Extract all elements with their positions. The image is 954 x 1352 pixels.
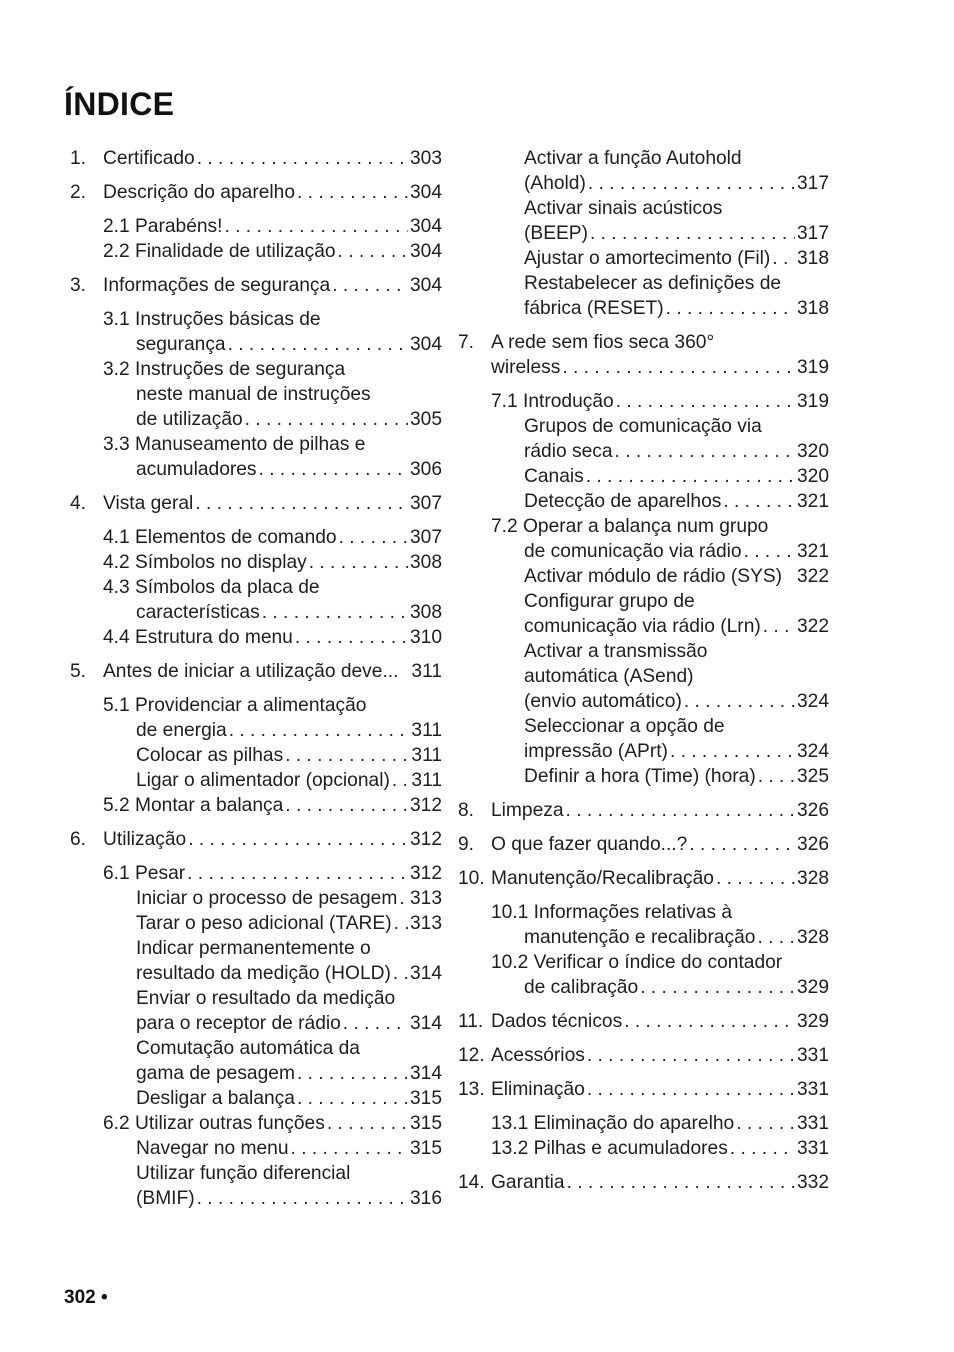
toc-entry[interactable] (458, 464, 829, 489)
toc-entry-title: Informações de segurança (103, 275, 331, 296)
toc-leader-dots (689, 832, 795, 857)
toc-entry-number: 4. (70, 493, 87, 514)
toc-entry-title: Enviar o resultado da medição (136, 988, 396, 1009)
toc-leader-dots (297, 1086, 408, 1111)
toc-entry-title: Definir a hora (Time) (hora) (524, 766, 756, 787)
toc-entry[interactable] (458, 1009, 829, 1034)
toc-entry-number: 8. (458, 800, 475, 821)
toc-entry-page: 324 (796, 741, 829, 762)
toc-entry-title: neste manual de instruções (136, 384, 371, 405)
toc-entry-number: 5. (70, 661, 87, 682)
toc-entry-title: de utilização (136, 409, 243, 430)
toc-entry-title: Dados técnicos (491, 1011, 623, 1032)
toc-entry[interactable] (70, 1111, 442, 1136)
toc-entry[interactable] (458, 221, 829, 246)
toc-entry-title: Ligar o alimentador (opcional) (136, 770, 390, 791)
toc-entry-title: gama de pesagem (136, 1063, 295, 1084)
toc-entry[interactable] (458, 689, 829, 714)
toc-entry[interactable] (458, 1170, 829, 1195)
toc-entry[interactable] (458, 171, 829, 196)
toc-entry[interactable] (458, 414, 829, 439)
toc-entry[interactable] (70, 407, 442, 432)
toc-leader-dots (195, 491, 408, 516)
toc-leader-dots (285, 793, 408, 818)
toc-entry-title: (Ahold) (524, 173, 586, 194)
toc-entry-page: 331 (796, 1138, 829, 1159)
toc-entry[interactable] (70, 239, 442, 264)
toc-leader-dots (245, 407, 408, 432)
toc-entry-title: acumuladores (136, 459, 257, 480)
toc-entry[interactable] (458, 832, 829, 857)
toc-entry-title: impressão (APrt) (524, 741, 668, 762)
toc-leader-dots (187, 861, 408, 886)
toc-entry-page: 320 (796, 466, 829, 487)
toc-entry-page: 304 (409, 334, 442, 355)
toc-entry-page: 322 (796, 616, 829, 637)
toc-entry-number: 2. (70, 182, 87, 203)
toc-leader-dots (670, 739, 795, 764)
toc-entry-title: wireless (491, 357, 561, 378)
toc-entry[interactable] (70, 961, 442, 986)
toc-entry-page: 312 (409, 829, 442, 850)
toc-entry-title: Canais (524, 466, 584, 487)
toc-leader-dots (640, 975, 795, 1000)
toc-entry-title: de energia (136, 720, 227, 741)
toc-entry-number: 3. (70, 275, 87, 296)
toc-entry-title: segurança (136, 334, 226, 355)
toc-entry-page: 311 (411, 745, 442, 766)
toc-entry[interactable] (458, 764, 829, 789)
page-number: 302 • (64, 1287, 108, 1308)
toc-leader-dots (394, 911, 408, 936)
toc-entry-page: 326 (796, 800, 829, 821)
toc-entry-page: 314 (409, 1013, 442, 1034)
toc-entry-title: Antes de iniciar a utilização deve... (103, 661, 399, 682)
toc-entry-title: 10.2 Verificar o índice do contador (491, 952, 783, 973)
toc-entry-page: 312 (409, 795, 442, 816)
toc-entry-title: Tarar o peso adicional (TARE) (136, 913, 392, 934)
toc-entry-title: 4.2 Símbolos no display (103, 552, 307, 573)
toc-entry-title: fábrica (RESET) (524, 298, 664, 319)
toc-entry[interactable] (458, 614, 829, 639)
toc-entry[interactable] (70, 491, 442, 516)
page-title: ÍNDICE (64, 86, 175, 122)
toc-entry[interactable] (458, 564, 829, 589)
toc-entry-page: 331 (796, 1113, 829, 1134)
toc-entry-page: 304 (409, 275, 442, 296)
toc-entry-page: 316 (409, 1188, 442, 1209)
toc-entry[interactable] (70, 1086, 442, 1111)
toc-entry-title: rádio seca (524, 441, 613, 462)
toc-entry-page: 311 (411, 770, 442, 791)
toc-leader-dots (332, 273, 408, 298)
toc-entry-page: 318 (796, 248, 829, 269)
toc-entry-page: 314 (409, 963, 442, 984)
toc-leader-dots (224, 214, 408, 239)
toc-entry[interactable] (70, 1036, 442, 1061)
toc-entry-title: Activar módulo de rádio (SYS) (524, 566, 783, 587)
toc-entry[interactable] (458, 330, 829, 355)
toc-leader-dots (763, 614, 795, 639)
toc-leader-dots (587, 1077, 795, 1102)
toc-entry[interactable] (70, 659, 442, 684)
toc-entry-title: Colocar as pilhas (136, 745, 284, 766)
toc-leader-dots (339, 525, 408, 550)
toc-entry[interactable] (70, 432, 442, 457)
toc-entry-title: O que fazer quando...? (491, 834, 688, 855)
toc-entry-page: 315 (409, 1113, 442, 1134)
toc-entry[interactable] (70, 793, 442, 818)
toc-entry-title: (BEEP) (524, 223, 588, 244)
toc-entry-title: 10.1 Informações relativas à (491, 902, 733, 923)
toc-entry[interactable] (458, 296, 829, 321)
toc-entry-title: Vista geral (103, 493, 194, 514)
toc-entry-title: 3.2 Instruções de segurança (103, 359, 346, 380)
toc-entry[interactable] (458, 196, 829, 221)
toc-entry[interactable] (458, 489, 829, 514)
toc-leader-dots (757, 925, 795, 950)
toc-entry-title: de calibração (524, 977, 639, 998)
toc-entry-title: 3.3 Manuseamento de pilhas e (103, 434, 366, 455)
toc-entry-title: Grupos de comunicação via (524, 416, 762, 437)
toc-entry[interactable] (458, 925, 829, 950)
toc-entry-page: 329 (796, 1011, 829, 1032)
toc-leader-dots (744, 539, 795, 564)
toc-leader-dots (188, 827, 408, 852)
toc-entry-title: Eliminação (491, 1079, 585, 1100)
toc-entry[interactable] (70, 936, 442, 961)
toc-leader-dots (758, 764, 795, 789)
toc-entry-page: 321 (796, 541, 829, 562)
toc-entry-number: 13. (458, 1079, 485, 1100)
toc-entry[interactable] (458, 246, 829, 271)
toc-leader-dots (588, 171, 795, 196)
toc-entry-page: 313 (409, 888, 442, 909)
toc-entry-page: 315 (409, 1088, 442, 1109)
toc-entry[interactable] (458, 146, 829, 171)
toc-entry-title: Limpeza (491, 800, 564, 821)
toc-entry[interactable] (70, 886, 442, 911)
toc-entry[interactable] (70, 273, 442, 298)
toc-entry-title: 2.1 Parabéns! (103, 216, 223, 237)
toc-entry-page: 311 (411, 661, 442, 682)
toc-entry[interactable] (458, 514, 829, 539)
toc-entry-title: Activar sinais acústicos (524, 198, 723, 219)
toc-leader-dots (566, 798, 795, 823)
toc-entry[interactable] (70, 180, 442, 205)
toc-entry-title: 4.3 Símbolos da placa de (103, 577, 320, 598)
toc-entry-title: Configurar grupo de (524, 591, 695, 612)
toc-entry[interactable] (458, 389, 829, 414)
toc-entry-title: Acessórios (491, 1045, 585, 1066)
toc-entry-title: 6.1 Pesar (103, 863, 186, 884)
toc-entry[interactable] (70, 743, 442, 768)
toc-leader-dots (716, 866, 795, 891)
toc-entry-title: (BMIF) (136, 1188, 195, 1209)
toc-entry[interactable] (458, 739, 829, 764)
toc-entry-page: 314 (409, 1063, 442, 1084)
toc-entry[interactable] (70, 861, 442, 886)
toc-entry[interactable] (70, 550, 442, 575)
toc-entry-page: 311 (411, 720, 442, 741)
toc-entry-title: 2.2 Finalidade de utilização (103, 241, 336, 262)
toc-entry-title: (envio automático) (524, 691, 682, 712)
toc-entry-title: 6.2 Utilizar outras funções (103, 1113, 325, 1134)
toc-entry-page: 320 (796, 441, 829, 462)
toc-entry-number: 6. (70, 829, 87, 850)
toc-entry[interactable] (70, 525, 442, 550)
toc-entry-page: 326 (796, 834, 829, 855)
toc-leader-dots (229, 718, 410, 743)
toc-entry[interactable] (70, 911, 442, 936)
toc-entry-title: 5.1 Providenciar a alimentação (103, 695, 367, 716)
toc-entry-page: 315 (409, 1138, 442, 1159)
toc-leader-dots (562, 355, 795, 380)
toc-entry-title: Manutenção/Recalibração (491, 868, 714, 889)
toc-entry-number: 14. (458, 1172, 485, 1193)
toc-entry-page: 317 (796, 173, 829, 194)
toc-entry[interactable] (458, 1043, 829, 1068)
toc-entry-title: para o receptor de rádio (136, 1013, 341, 1034)
toc-entry-title: resultado da medição (HOLD) (136, 963, 391, 984)
toc-entry[interactable] (458, 355, 829, 380)
toc-leader-dots (772, 246, 795, 271)
toc-entry-title: automática (ASend) (524, 666, 694, 687)
toc-leader-dots (624, 1009, 795, 1034)
toc-column-left (70, 146, 442, 1211)
toc-entry[interactable] (70, 214, 442, 239)
toc-entry[interactable] (458, 714, 829, 739)
toc-entry-page: 305 (409, 409, 442, 430)
toc-entry-page: 307 (409, 527, 442, 548)
toc-entry-title: Seleccionar a opção de (524, 716, 725, 737)
toc-entry[interactable] (458, 866, 829, 891)
toc-entry-title: Utilizar função diferencial (136, 1163, 351, 1184)
toc-entry-page: 308 (409, 602, 442, 623)
toc-leader-dots (259, 457, 408, 482)
toc-entry[interactable] (458, 1077, 829, 1102)
toc-entry[interactable] (458, 950, 829, 975)
toc-entry-page: 321 (796, 491, 829, 512)
toc-entry[interactable] (458, 664, 829, 689)
toc-leader-dots (297, 1061, 408, 1086)
toc-entry-title: Navegar no menu (136, 1138, 289, 1159)
toc-entry-title: de comunicação via rádio (524, 541, 742, 562)
toc-entry[interactable] (70, 1186, 442, 1211)
toc-entry-title: 3.1 Instruções básicas de (103, 309, 321, 330)
toc-entry-page: 313 (409, 913, 442, 934)
toc-entry[interactable] (70, 575, 442, 600)
toc-leader-dots (392, 768, 410, 793)
toc-entry[interactable] (70, 307, 442, 332)
toc-entry-page: 306 (409, 459, 442, 480)
toc-entry[interactable] (458, 439, 829, 464)
toc-entry-page: 307 (409, 493, 442, 514)
toc-leader-dots (586, 464, 795, 489)
toc-entry-page: 303 (409, 148, 442, 169)
toc-entry-title: 7.2 Operar a balança num grupo (491, 516, 769, 537)
toc-entry-title: Ajustar o amortecimento (Fil) (524, 248, 771, 269)
toc-entry-number: 10. (458, 868, 485, 889)
toc-column-right (458, 146, 829, 1195)
toc-entry-title: 5.2 Montar a balança (103, 795, 284, 816)
toc-leader-dots (399, 886, 408, 911)
toc-entry-title: Detecção de aparelhos (524, 491, 722, 512)
toc-entry[interactable] (458, 589, 829, 614)
toc-entry[interactable] (70, 357, 442, 382)
toc-entry[interactable] (70, 1011, 442, 1036)
toc-entry[interactable] (70, 986, 442, 1011)
toc-entry[interactable] (70, 768, 442, 793)
toc-entry-page: 317 (796, 223, 829, 244)
toc-entry-page: 304 (409, 182, 442, 203)
toc-entry[interactable] (70, 625, 442, 650)
toc-entry-page: 322 (796, 566, 829, 587)
toc-entry-page: 312 (409, 863, 442, 884)
toc-entry-number: 11. (458, 1011, 484, 1032)
toc-entry-title: Descrição do aparelho (103, 182, 295, 203)
toc-entry-page: 319 (796, 357, 829, 378)
toc-leader-dots (262, 600, 408, 625)
toc-entry[interactable] (458, 1111, 829, 1136)
toc-entry-title: características (136, 602, 260, 623)
toc-entry[interactable] (458, 639, 829, 664)
toc-entry-title: 7.1 Introdução (491, 391, 614, 412)
toc-entry-page: 324 (796, 691, 829, 712)
toc-entry-title: 4.1 Elementos de comando (103, 527, 337, 548)
toc-entry[interactable] (70, 600, 442, 625)
toc-leader-dots (730, 1136, 795, 1161)
toc-entry-title: Certificado (103, 148, 195, 169)
toc-entry[interactable] (458, 271, 829, 296)
toc-entry[interactable] (70, 1136, 442, 1161)
toc-leader-dots (197, 1186, 408, 1211)
toc-entry[interactable] (458, 798, 829, 823)
toc-leader-dots (616, 389, 795, 414)
toc-entry-number: 9. (458, 834, 475, 855)
toc-entry-page: 304 (409, 241, 442, 262)
toc-entry-title: A rede sem fios seca 360° (491, 332, 715, 353)
toc-entry-page: 325 (796, 766, 829, 787)
toc-entry-title: Iniciar o processo de pesagem (136, 888, 398, 909)
toc-entry-title: manutenção e recalibração (524, 927, 756, 948)
toc-entry-title: Indicar permanentemente o (136, 938, 371, 959)
toc-leader-dots (587, 1043, 795, 1068)
toc-leader-dots (297, 180, 408, 205)
toc-entry-title: Activar a transmissão (524, 641, 708, 662)
toc-leader-dots (736, 1111, 795, 1136)
toc-leader-dots (723, 489, 795, 514)
toc-entry[interactable] (70, 146, 442, 171)
toc-entry-page: 304 (409, 216, 442, 237)
toc-entry[interactable] (458, 900, 829, 925)
toc-entry-title: 13.1 Eliminação do aparelho (491, 1113, 735, 1134)
toc-entry[interactable] (458, 975, 829, 1000)
toc-entry-page: 328 (796, 868, 829, 889)
toc-entry-title: comunicação via rádio (Lrn) (524, 616, 761, 637)
toc-entry[interactable] (70, 457, 442, 482)
toc-leader-dots (567, 1170, 795, 1195)
toc-leader-dots (197, 146, 408, 171)
toc-entry-number: 7. (458, 332, 475, 353)
toc-entry-page: 331 (796, 1045, 829, 1066)
toc-leader-dots (590, 221, 795, 246)
toc-leader-dots (338, 239, 408, 264)
toc-entry-title: 13.2 Pilhas e acumuladores (491, 1138, 728, 1159)
toc-leader-dots (684, 689, 795, 714)
toc-entry-title: Garantia (491, 1172, 565, 1193)
toc-entry[interactable] (70, 718, 442, 743)
toc-entry-page: 319 (796, 391, 829, 412)
toc-entry-page: 332 (796, 1172, 829, 1193)
toc-entry-title: Utilização (103, 829, 187, 850)
toc-entry[interactable] (70, 827, 442, 852)
toc-entry[interactable] (458, 1136, 829, 1161)
toc-entry-title: Desligar a balança (136, 1088, 295, 1109)
toc-leader-dots (228, 332, 408, 357)
toc-entry[interactable] (70, 332, 442, 357)
toc-leader-dots (295, 625, 408, 650)
toc-entry-page: 318 (796, 298, 829, 319)
toc-entry-page: 331 (796, 1079, 829, 1100)
toc-leader-dots (615, 439, 795, 464)
toc-entry-page: 310 (409, 627, 442, 648)
toc-entry-page: 328 (796, 927, 829, 948)
toc-leader-dots (666, 296, 795, 321)
toc-entry-title: Restabelecer as definições de (524, 273, 782, 294)
toc-entry[interactable] (458, 539, 829, 564)
toc-leader-dots (285, 743, 409, 768)
toc-leader-dots (393, 961, 408, 986)
toc-entry-number: 12. (458, 1045, 485, 1066)
toc-entry-title: 4.4 Estrutura do menu (103, 627, 293, 648)
toc-leader-dots (291, 1136, 408, 1161)
toc-entry[interactable] (70, 693, 442, 718)
toc-leader-dots (327, 1111, 408, 1136)
toc-leader-dots (309, 550, 408, 575)
toc-entry-number: 1. (70, 148, 87, 169)
toc-leader-dots (343, 1011, 408, 1036)
toc-entry[interactable] (70, 382, 442, 407)
toc-entry-title: Comutação automática da (136, 1038, 360, 1059)
toc-entry-page: 329 (796, 977, 829, 998)
toc-entry[interactable] (70, 1161, 442, 1186)
toc-entry[interactable] (70, 1061, 442, 1086)
toc-entry-title: Activar a função Autohold (524, 148, 742, 169)
toc-entry-page: 308 (409, 552, 442, 573)
